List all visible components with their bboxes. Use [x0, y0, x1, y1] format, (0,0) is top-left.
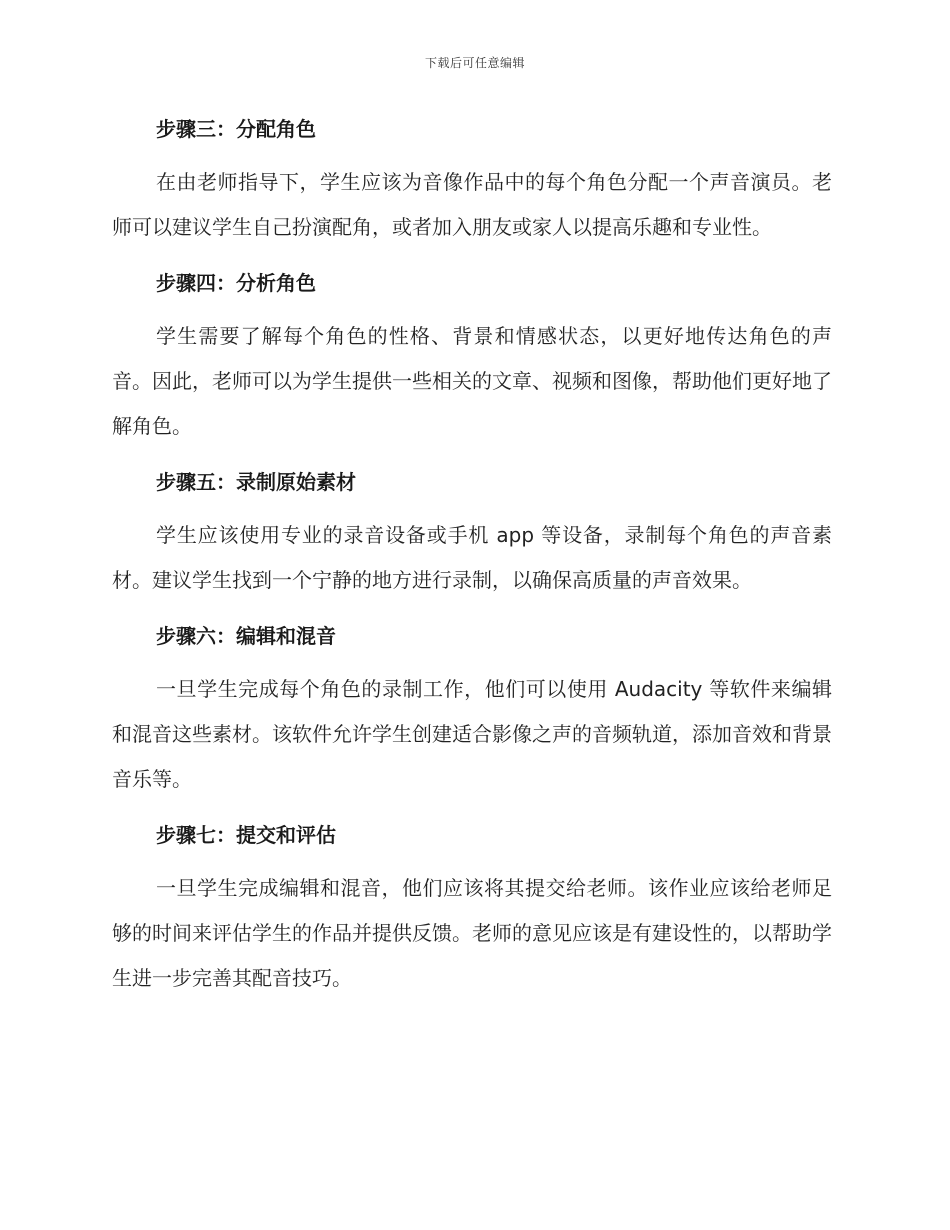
step-section-7	[112, 816, 832, 1001]
step-heading: 步骤三：分配角色	[156, 117, 316, 141]
step-paragraph: 一旦学生完成编辑和混音，他们应该将其提交给老师。该作业应该给老师足够的时间来评估学生的作品并提供反馈。老师的意见应该是有建设性的，以帮助学生进一步完善其配音技巧。	[112, 876, 832, 990]
page-header-note: 下载后可任意编辑	[424, 56, 525, 70]
step-paragraph: 在由老师指导下，学生应该为音像作品中的每个角色分配一个声音演员。老师可以建议学生自己扮演配角，或者加入朋友或家人以提高乐趣和专业性。	[112, 170, 832, 239]
step-section-4	[112, 264, 832, 449]
step-section-6	[112, 617, 832, 802]
step-heading: 步骤四：分析角色	[156, 271, 316, 295]
step-section-5	[112, 463, 832, 603]
document-body	[112, 110, 832, 1015]
step-paragraph: 学生应该使用专业的录音设备或手机 app 等设备，录制每个角色的声音素材。建议学生找到一个宁静的地方进行录制，以确保高质量的声音效果。	[112, 523, 832, 592]
step-paragraph: 学生需要了解每个角色的性格、背景和情感状态，以更好地传达角色的声音。因此，老师可以为学生提供一些相关的文章、视频和图像，帮助他们更好地了解角色。	[112, 324, 832, 438]
step-heading: 步骤六：编辑和混音	[156, 624, 336, 648]
step-heading: 步骤七：提交和评估	[156, 823, 336, 847]
step-heading: 步骤五：录制原始素材	[156, 470, 356, 494]
step-paragraph: 一旦学生完成每个角色的录制工作，他们可以使用 Audacity 等软件来编辑和混音这些素材。该软件允许学生创建适合影像之声的音频轨道，添加音效和背景音乐等。	[112, 677, 832, 791]
step-section-3	[112, 110, 832, 250]
